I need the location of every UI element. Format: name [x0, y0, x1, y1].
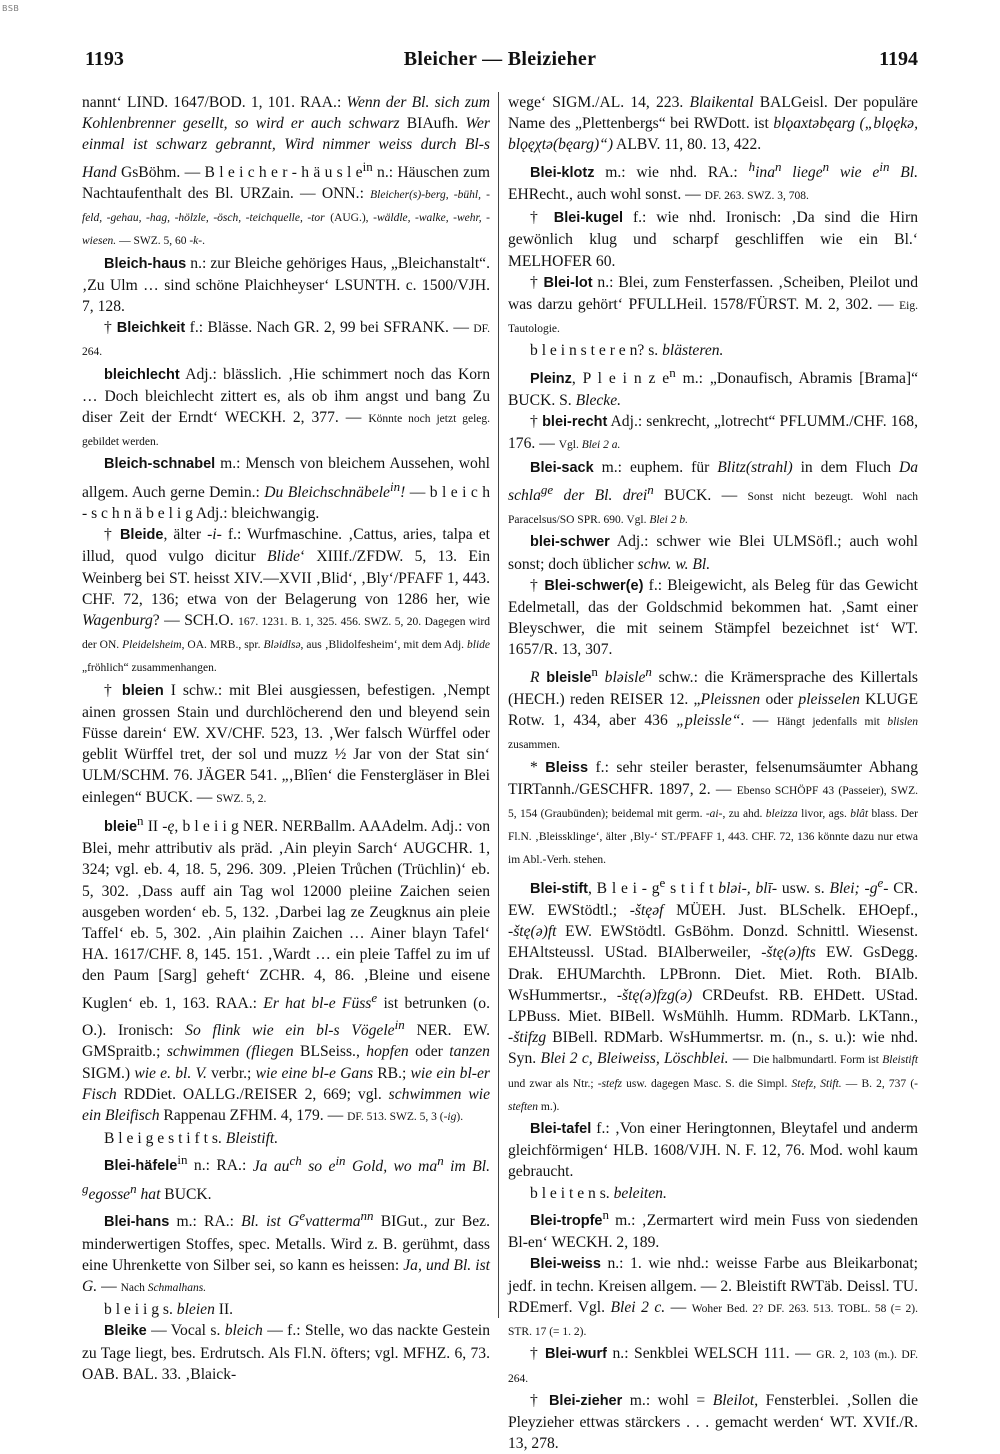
dictionary-entry: † bleien I schw.: mit Blei ausgiessen, befestigen. ‚Nempt ainen grossen Stain und durchlöcherend den und bleyend sein Füsse darein‘ EW. XV/CHF. 523, 13. ‚Wer falsch Würffel oder geblit Würffel tret, der sol und muzz ½ Jar von der Stat sin‘ ULM/SCHM. 76. JÄGER 541. „‚Blîen‘ die Fenstergläser in Blei einlegen“ BUCK. — SWZ. 5, 2.: [82, 681, 490, 806]
dictionary-entry: bleichlecht Adj.: blässlich. ‚Hie schimmert noch das Korn … Doch bleichlecht zittert es, als ob ihm angst und bang Zu diser Zeit der Erndt‘ WECKH. 2, 377. — Könnte noch jetzt geleg. gebildet werden.: [82, 365, 490, 449]
page-number-left: 1193: [85, 48, 124, 70]
dictionary-entry: bleie$^n$ II -ę, b l e i i g NER. NERBallm. AAAdelm. Adj.: von Blei, mehr attributiv als präd. ‚Ain pleyin Sarch‘ AUGCHR. 1, 324; vgl. eb. 4, 18. 5, 296. 309. ‚Pleien Trůchen (Trüchlin)‘ eb. 5, 302. ‚Dass auff ain Tag wol 12000 pleiine Zaichen seien ausgeben worden‘ eb. 5, 132. ‚Darbei lag ze Zeugknus ain pleie Taffel‘ eb. 5, 302. ‚Ain plaihin Zaichen … Ainer blayn Tafel‘ HA. 1617/CHF. 8, 145. 151. ‚Wardt … ein pleie Taffel zu im uf den Paum [Sarg] geheft‘ ZCHR. 4, 86. ‚Bleine und eisene Kuglen‘ eb. 1, 163. RAA.: Er hat bl-e Füss$^e$ ist betrunken (o. O.). Ironisch: So flink wie ein bl-s Vögele$^{in}$ NER. EW. GMSpraitb.; schwimmen (fliegen BLSeiss., hopfen oder tanzen SIGM.) wie e. bl. V. verbr.; wie eine bl-e Gans RB.; wie ein bl-er Fisch RDDiet. OALLG./REISER 2, 669; vgl. schwimmen wie ein Bleifisch Rappenau ZFHM. 4, 179. — DF. 513. SWZ. 5, 3 (-ig).: [82, 812, 491, 1125]
column-divider: [498, 92, 499, 1318]
dictionary-entry: † Bleichkeit f.: Blässe. Nach GR. 2, 99 bei SFRANK. — DF. 264.: [82, 319, 490, 359]
dictionary-entry: Blei-hans m.: RA.: Bl. ist $G^evatterma^{nn}$ BIGut., zur Bez. minderwertigen Stoffes, spec. Metalls. Wird z. B. gerühmt, dass eine Uhrenkette von Silber sei, so kann es heissen: Ja, und Bl. ist G. — Nach Schmalhans.: [82, 1208, 490, 1296]
dictionary-entry: Bleike — Vocal s. bleich — f.: Stelle, wo das nackte Gestein zu Tage liegt, bes. Erdrutsch. Als Fl.N. öfters; vgl. MFHZ. 6, 73. OAB. BAL. 33. ‚Blaick-: [82, 1322, 490, 1383]
running-header: [0, 48, 1000, 76]
left-column: [82, 92, 491, 1383]
dictionary-entry: Bleich-haus n.: zur Bleiche gehöriges Haus, „Bleichanstalt“. ‚Zu Ulm … sind schöne Plaichheyser‘ LSUNTH. c. 1500/VJH. 7, 128.: [82, 254, 490, 316]
dictionary-entry: † Blei-wurf n.: Senkblei WELSCH 111. — GR. 2, 103 (m.). DF. 264.: [508, 1345, 918, 1385]
dictionary-entry: Bleich-schnabel m.: Mensch von bleichem Aussehen, wohl allgem. Auch gerne Demin.: Du Bleichschnäbele$^{in}$! — b l e i c h - s c h n ä b e l i g Adj.: bleichwangig.: [82, 455, 490, 523]
dictionary-entry: Blei-sack m.: euphem. für Blitz(strahl) in dem Fluch Da schla$^{ge}$ der Bl. drei$^n$ BUCK. — Sonst nicht bezeugt. Wohl nach Paracelsus/SO SPR. 690. Vgl. Blei 2 b.: [508, 458, 918, 527]
page-number-right: 1194: [879, 48, 918, 70]
dictionary-entry: R bleisle$^n$ blǝisle$^n$ schw.: die Krämersprache des Killertals (HECH.) reden REISER 12. „Pleissnen oder pleisselen KLUGE Rotw. 1, 434, aber 436 „pleissle“. — Hängt jedenfalls mit blislen zusammen.: [508, 663, 918, 752]
dictionary-entry: Blei-häfele$^{in}$ n.: RA.: Ja $au^{ch}$ so $e^{in}$ Gold, wo $ma^n$ im Bl. $^g$egosse$^n$ hat BUCK.: [82, 1152, 490, 1204]
dictionary-entry: b l e i t e n s. beleiten.: [530, 1184, 667, 1202]
dictionary-entry: Blei-tafel f.: ‚Von einer Heringtonnen, Bleytafel und anderm gleichförmigen‘ HLB. 1608/VJH. N. F. 12, 76. Mod. wohl kaum gebraucht.: [508, 1120, 918, 1181]
dictionary-entry: Blei-tropfe$^n$ m.: ‚Zermartert wird mein Fuss von siedenden Bl-en‘ WECKH. 2, 189.: [508, 1206, 918, 1252]
dictionary-entry: b l e i n s t e r e n? s. blästeren.: [530, 342, 724, 360]
right-column: [508, 92, 919, 1453]
dictionary-entry: blei-schwer Adj.: schwer wie Blei ULMSöfl.; auch wohl sonst; doch üblicher schw. w. Bl.: [508, 533, 918, 573]
dictionary-entry: B l e i g e s t i f t s. Bleistift.: [104, 1130, 279, 1148]
dictionary-entry: Blei-klotz m.: wie nhd. RA.: $^h$ina$^n$ liege$^n$ wie $e^{in}$ Bl. EHRecht., auch wohl sonst. — DF. 263. SWZ. 3, 708.: [508, 158, 919, 203]
dictionary-entry: b l e i i g s. bleien II.: [104, 1301, 234, 1319]
dictionary-entry: † Blei-lot n.: Blei, zum Fensterfassen. ‚Scheiben, Pleilot und was darzu gehört‘ PFULLHeil. 1578/FÜRST. M. 2, 302. — Eig. Tautologie.: [508, 273, 918, 336]
dictionary-entry: nannt‘ LIND. 1647/BOD. 1, 101. RAA.: Wenn der Bl. sich zum Kohlenbrenner gesellt, so wird er auch schwarz BIAufh. Wer einmal ist schwarz gebrannt, Wird nimmer weiss durch Bl-s Hand GsBöhm. — B l e i c h e r - h ä u s l $e^{in}$ n.: Häuschen zum Nachtaufenthalt des Bl. URZain. — ONN.: Bleicher(s)-berg, -bühl, -feld, -gehau, -hag, -hölzle, -ösch, -teichquelle, -tor (AUG.), -wäldle, -walke, -wehr, -wiesen. — SWZ. 5, 60 -k-.: [82, 94, 490, 248]
dictionary-entry: Pleinz, P l e i n z $e^n$ m.: „Donaufisch, Abramis [Brama]“ BUCK. S. Blecke.: [508, 364, 918, 410]
dictionary-entry: † Blei-zieher m.: wohl = Bleilot, Fensterblei. ‚Sollen die Pleyzieher ettwas stärckers . . . gemacht werden‘ WT. XVIf./R. 13, 278.: [508, 1391, 918, 1453]
library-stamp: BSB: [2, 4, 20, 13]
dictionary-entry: Blei-stift, B l e i - $g^e$ s t i f t blǝi-, blī- usw. s. Blei; $-g^e-$ CR. EW. EWStödtl.; -štęəf MÜEH. Just. BLSchelk. EHOepf., -štę(ǝ)ft EW. EWStödtl. GsBöhm. Donzd. Schnittl. Wiesenst. EHAltsteussl. UStad. BIAlberweiler, -štę(ǝ)fts EW. GsDegg. Drak. EHUMarchth. LPBronn. Diet. Miet. Roth. BIAlb. WsHummertsr., -štę(ǝ)fzg(ǝ) CRDeufst. RB. EHDett. UStad. LPBuss. Miet. BIBell. WsMühlh. Humm. RDMarb. LKTann., -štifzg BIBell. RDMarb. WsHummertsr. m. (n., s. u.): wie nhd. Syn. Blei 2 c, Bleiweiss, Löschblei. — Die halbmundartl. Form ist Bleistift und zwar als Ntr.; -stefz usw. dagegen Masc. S. die Simpl. Stefz, Stift. — B. 2, 737 (-steften m.).: [508, 874, 919, 1113]
dictionary-entry: † Blei-kugel f.: wie nhd. Ironisch: ‚Da sind die Hirn gewönlich klug und scharpf geschliffen wie ein Bl.‘ MELHOFER 60.: [508, 209, 918, 270]
page-title: Bleicher — Bleizieher: [403, 48, 597, 70]
dictionary-entry: Blei-weiss n.: 1. wie nhd.: weisse Farbe aus Bleikarbonat; jedf. in techn. Kreisen allgem. — 2. Bleistift RWTäb. Deissl. TU. RDEmerf. Vgl. Blei 2 c. — Woher Bed. 2? DF. 263. 513. TOBL. 58 (= 2). STR. 17 (= 1. 2).: [508, 1255, 919, 1339]
dictionary-entry: wege‘ SIGM./AL. 14, 223. Blaikental BALGeisl. Der populäre Name des „Plettenbergs“ bei RWDott. ist blǫaxtǝbęarg („blǫękǝ, blǫęχtǝ(bęarg)“) ALBV. 11, 80. 13, 422.: [508, 94, 918, 154]
dictionary-entry: † Bleide, älter -i- f.: Wurfmaschine. ‚Cattus, aries, talpa et illud, quod vulgo dicitur Blide‘ XIIIf./ZFDW. 5, 13. Ein Weinberg bei ST. heisst XIV.—XVII ‚Blid‘, ‚Bly‘/PFAFF 1, 443. CHF. 72, 136; etwa von der Belagerung von 1286 her, wie Wagenburg? — SCH.O. 167. 1231. B. 1, 325. 456. SWZ. 5, 20. Dagegen wird der ON. Pleidelsheim, OA. MRB., spr. Blǝidlsǝ, aus ‚Blidolfesheim‘, mit dem Adj. blide „fröhlich“ zusammenhangen.: [82, 526, 490, 675]
dictionary-entry: † blei-recht Adj.: senkrecht, „lotrecht“ PFLUMM./CHF. 168, 176. — Vgl. Blei 2 a.: [508, 413, 918, 453]
dictionary-entry: * Bleiss f.: sehr steiler beraster, felsenumsäumter Abhang TIRTannh./GESCHFR. 1897, 2. — Ebenso SCHÖPF 43 (Passeier), SWZ. 5, 154 (Graubünden); beidemal mit germ. -ai-, zu ahd. bleizza livor, ags. blât blass. Der Fl.N. ‚Bleissklinge‘, älter ‚Bly-‘ ST./PFAFF 1, 443. CHF. 72, 136 könnte dazu nur etwa im Abl.-Verh. stehen.: [508, 758, 918, 867]
dictionary-entry: † Blei-schwer(e) f.: Bleigewicht, als Beleg für das Gewicht Edelmetall, das der Goldschmid bekommen hat. ‚Samt einer Bleyschwer, die mit seinem Stämpfel bezeichnet ist‘ WT. 1657/R. 13, 307.: [508, 576, 919, 659]
